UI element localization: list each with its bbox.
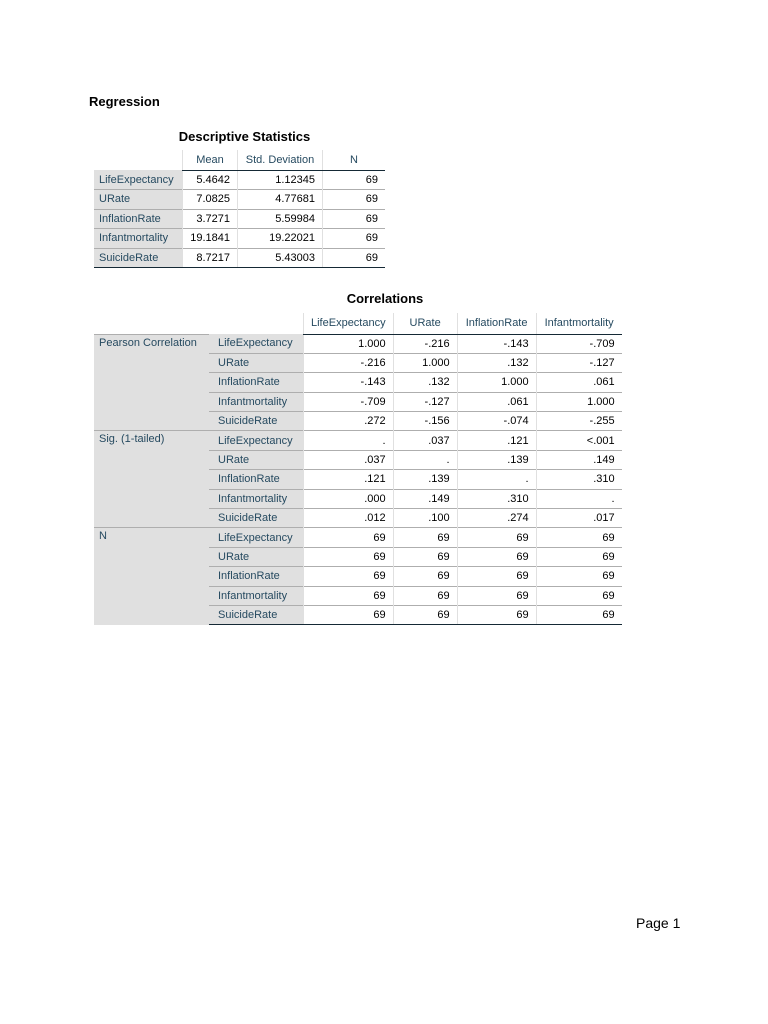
cell-value: <.001	[536, 431, 622, 450]
cell-value: -.074	[457, 412, 536, 431]
cell-value: 69	[304, 528, 394, 547]
mean-value: 8.7217	[183, 248, 238, 268]
n-value: 69	[323, 229, 386, 249]
cell-value: -.255	[536, 412, 622, 431]
row-label: URate	[94, 190, 183, 210]
group-label-n: N	[94, 528, 209, 625]
cell-value: 69	[536, 586, 622, 605]
cell-value: .310	[536, 470, 622, 489]
table-row	[94, 190, 385, 210]
row-label: URate	[209, 547, 304, 566]
table-row	[94, 229, 385, 249]
page-number: Page 1	[636, 915, 681, 931]
column-header-mean: Mean	[183, 150, 238, 170]
cell-value: 69	[393, 605, 457, 624]
cell-value: 69	[536, 605, 622, 624]
table-row	[94, 209, 385, 229]
descriptive-statistics-table	[94, 150, 385, 268]
descriptive-statistics-title: Descriptive Statistics	[178, 129, 311, 144]
cell-value: -.143	[304, 373, 394, 392]
cell-value: .149	[393, 489, 457, 508]
table-header-row	[94, 313, 622, 334]
corner-cell	[94, 313, 209, 334]
corner-cell	[209, 313, 304, 334]
row-label: SuicideRate	[209, 509, 304, 528]
table-row	[94, 170, 385, 190]
cell-value: 1.000	[393, 353, 457, 372]
cell-value: 69	[457, 528, 536, 547]
cell-value: 69	[457, 605, 536, 624]
cell-value: -.127	[536, 353, 622, 372]
cell-value: .121	[304, 470, 394, 489]
row-label: LifeExpectancy	[209, 334, 304, 353]
cell-value: .017	[536, 509, 622, 528]
cell-value: .061	[536, 373, 622, 392]
row-label: Infantmortality	[209, 392, 304, 411]
std-deviation-value: 4.77681	[238, 190, 323, 210]
cell-value: 69	[393, 547, 457, 566]
cell-value: -.156	[393, 412, 457, 431]
cell-value: 69	[457, 547, 536, 566]
cell-value: .037	[393, 431, 457, 450]
cell-value: 69	[536, 567, 622, 586]
cell-value: -.216	[304, 353, 394, 372]
table-row	[94, 431, 622, 450]
row-label: Infantmortality	[209, 489, 304, 508]
cell-value: 1.000	[457, 373, 536, 392]
cell-value: 69	[536, 547, 622, 566]
mean-value: 5.4642	[183, 170, 238, 190]
table-row	[94, 248, 385, 268]
std-deviation-value: 1.12345	[238, 170, 323, 190]
row-label: InflationRate	[209, 470, 304, 489]
cell-value: .139	[457, 450, 536, 469]
corner-cell	[94, 150, 183, 170]
cell-value: 69	[393, 528, 457, 547]
cell-value: 69	[457, 586, 536, 605]
cell-value: .000	[304, 489, 394, 508]
table-header-row	[94, 150, 385, 170]
cell-value: 69	[304, 586, 394, 605]
column-header-infantmortality: Infantmortality	[536, 313, 622, 334]
cell-value: .061	[457, 392, 536, 411]
row-label: SuicideRate	[209, 412, 304, 431]
mean-value: 3.7271	[183, 209, 238, 229]
cell-value: .	[304, 431, 394, 450]
cell-value: -.709	[304, 392, 394, 411]
n-value: 69	[323, 209, 386, 229]
cell-value: .100	[393, 509, 457, 528]
cell-value: 1.000	[536, 392, 622, 411]
column-header-lifeexpectancy: LifeExpectancy	[304, 313, 394, 334]
table-row	[94, 334, 622, 353]
row-label: URate	[209, 450, 304, 469]
row-label: InflationRate	[94, 209, 183, 229]
cell-value: .139	[393, 470, 457, 489]
cell-value: -.216	[393, 334, 457, 353]
mean-value: 19.1841	[183, 229, 238, 249]
row-label: URate	[209, 353, 304, 372]
row-label: Infantmortality	[209, 586, 304, 605]
row-label: LifeExpectancy	[94, 170, 183, 190]
cell-value: 1.000	[304, 334, 394, 353]
row-label: SuicideRate	[94, 248, 183, 268]
n-value: 69	[323, 190, 386, 210]
cell-value: .149	[536, 450, 622, 469]
std-deviation-value: 5.59984	[238, 209, 323, 229]
row-label: InflationRate	[209, 373, 304, 392]
cell-value: -.709	[536, 334, 622, 353]
cell-value: -.143	[457, 334, 536, 353]
cell-value: .272	[304, 412, 394, 431]
row-label: SuicideRate	[209, 605, 304, 624]
cell-value: .	[536, 489, 622, 508]
cell-value: 69	[457, 567, 536, 586]
cell-value: .274	[457, 509, 536, 528]
section-heading: Regression	[89, 94, 160, 109]
column-header-n: N	[323, 150, 386, 170]
cell-value: .	[393, 450, 457, 469]
cell-value: .	[457, 470, 536, 489]
row-label: LifeExpectancy	[209, 431, 304, 450]
column-header-std-deviation: Std. Deviation	[238, 150, 323, 170]
correlations-table	[94, 313, 622, 625]
std-deviation-value: 5.43003	[238, 248, 323, 268]
n-value: 69	[323, 248, 386, 268]
std-deviation-value: 19.22021	[238, 229, 323, 249]
column-header-urate: URate	[393, 313, 457, 334]
cell-value: .037	[304, 450, 394, 469]
correlations-title: Correlations	[346, 291, 424, 306]
n-value: 69	[323, 170, 386, 190]
cell-value: 69	[393, 586, 457, 605]
cell-value: 69	[536, 528, 622, 547]
group-label-sig-1-tailed: Sig. (1-tailed)	[94, 431, 209, 528]
cell-value: .132	[393, 373, 457, 392]
row-label: LifeExpectancy	[209, 528, 304, 547]
column-header-inflationrate: InflationRate	[457, 313, 536, 334]
row-label: Infantmortality	[94, 229, 183, 249]
cell-value: 69	[304, 547, 394, 566]
mean-value: 7.0825	[183, 190, 238, 210]
cell-value: .012	[304, 509, 394, 528]
cell-value: -.127	[393, 392, 457, 411]
cell-value: 69	[304, 567, 394, 586]
cell-value: .310	[457, 489, 536, 508]
row-label: InflationRate	[209, 567, 304, 586]
table-row	[94, 528, 622, 547]
cell-value: 69	[304, 605, 394, 624]
cell-value: 69	[393, 567, 457, 586]
cell-value: .132	[457, 353, 536, 372]
cell-value: .121	[457, 431, 536, 450]
group-label-pearson-correlation: Pearson Correlation	[94, 334, 209, 431]
